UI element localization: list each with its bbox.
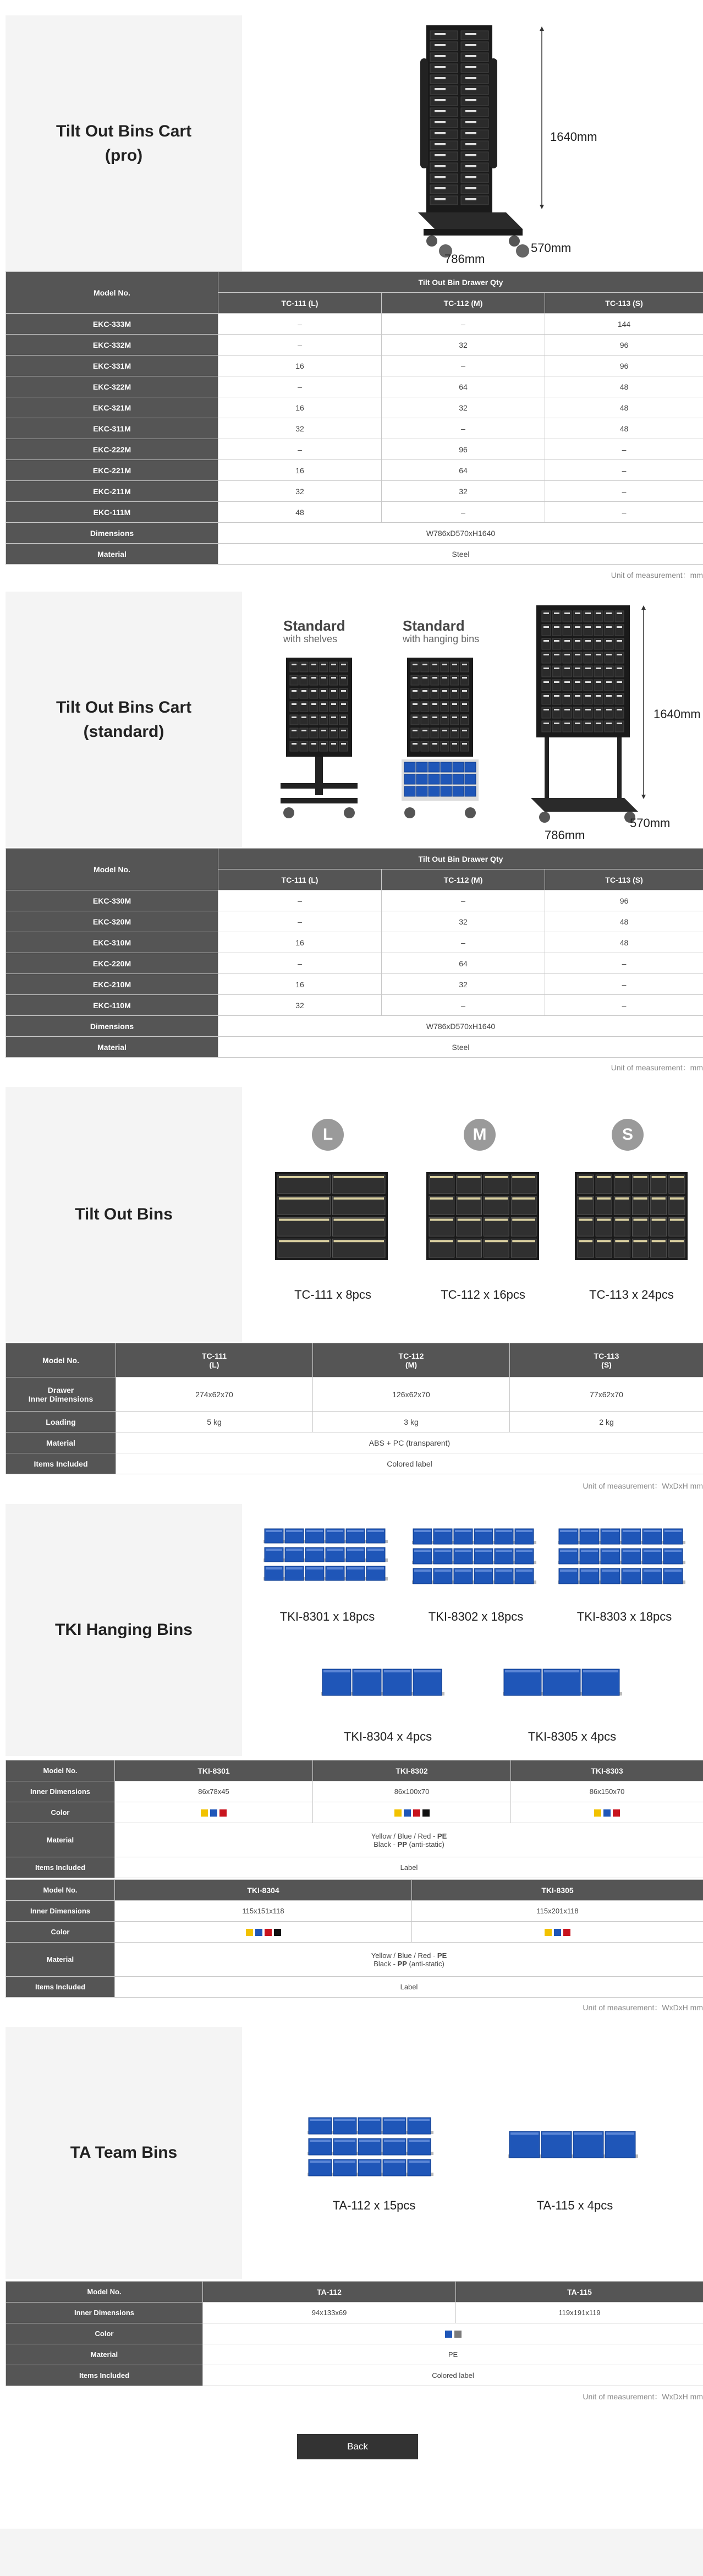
- bin-caption: TA-115 x 4pcs: [536, 2198, 613, 2212]
- qty-cell: 48: [545, 376, 703, 397]
- yellow-swatch: [394, 1809, 402, 1817]
- model-size: (S): [601, 1360, 612, 1369]
- model-code: TC-113: [594, 1351, 619, 1360]
- row-header: Material: [6, 1432, 116, 1453]
- product-image-area: [242, 592, 703, 847]
- qty-cell: –: [218, 314, 382, 335]
- hero-panel: [6, 1504, 242, 1756]
- qty-cell: 96: [545, 356, 703, 376]
- cell: 86x78x45: [115, 1781, 313, 1802]
- row-header: Items Included: [6, 1977, 115, 1998]
- material-text: Black -: [374, 1959, 398, 1968]
- model-cell: EKC-331M: [6, 356, 218, 376]
- qty-cell: 64: [382, 460, 545, 481]
- bin-caption: TC-112 x 16pcs: [441, 1288, 525, 1301]
- row-header: Model No.: [6, 2282, 203, 2302]
- qty-cell: 32: [382, 397, 545, 418]
- row-header: Model No.: [6, 1880, 115, 1901]
- height-label: 1640mm: [550, 130, 597, 144]
- bin-caption: TKI-8304 x 4pcs: [343, 1730, 432, 1743]
- tki-spec-table-b: [6, 1879, 703, 1998]
- qty-cell: 48: [218, 502, 382, 523]
- width-label: 786mm: [444, 252, 485, 266]
- qty-cell: –: [545, 460, 703, 481]
- bin-caption: TA-112 x 15pcs: [332, 2198, 416, 2212]
- material-value: [115, 1823, 703, 1857]
- qty-cell: –: [382, 995, 545, 1016]
- material-value: Steel: [218, 1037, 703, 1058]
- cell: 86x100x70: [313, 1781, 511, 1802]
- model-cell: EKC-222M: [6, 439, 218, 460]
- yellow-swatch: [201, 1809, 208, 1817]
- col-header: TC-113 (S): [545, 293, 703, 314]
- size-badge-l: L: [312, 1119, 344, 1151]
- row-header: Model No.: [6, 1760, 115, 1781]
- section-ta-team-bins: [6, 2027, 703, 2279]
- grey-swatch: [454, 2331, 462, 2338]
- color-swatches: [313, 1802, 511, 1823]
- model-cell: EKC-221M: [6, 460, 218, 481]
- table-row: [6, 460, 703, 481]
- row-header: Inner Dimensions: [6, 1781, 115, 1802]
- qty-cell: 16: [218, 356, 382, 376]
- row-label: Drawer: [47, 1385, 74, 1394]
- height-dimension-line: [534, 26, 550, 258]
- col-header: [510, 1343, 703, 1377]
- material-bold: PE: [437, 1831, 447, 1840]
- tki-8304-image: [319, 1664, 457, 1705]
- table-row: [6, 314, 703, 335]
- col-header: TKI-8304: [115, 1880, 412, 1901]
- qty-cell: 96: [545, 335, 703, 356]
- col-header: [313, 1343, 510, 1377]
- depth-label: 570mm: [531, 241, 572, 255]
- col-header: TKI-8302: [313, 1760, 511, 1781]
- standard-cart-spec-table: [6, 848, 703, 1058]
- product-image-area: [242, 1087, 703, 1342]
- qty-cell: –: [545, 502, 703, 523]
- qty-cell: 32: [218, 418, 382, 439]
- standard-shelves-image: [278, 658, 366, 823]
- qty-cell: 48: [545, 397, 703, 418]
- section-title: TKI Hanging Bins: [55, 1621, 193, 1639]
- row-header: Items Included: [6, 1453, 116, 1474]
- blue-swatch: [255, 1929, 262, 1936]
- unit-note: Unit of measurement：WxDxH mm: [583, 2392, 703, 2401]
- model-cell: EKC-321M: [6, 397, 218, 418]
- row-header: Material: [6, 1037, 218, 1058]
- cell: 2 kg: [510, 1412, 703, 1432]
- footer: [0, 2529, 703, 2576]
- qty-cell: 32: [382, 974, 545, 995]
- model-cell: EKC-110M: [6, 995, 218, 1016]
- material-value: ABS + PC (transparent): [116, 1432, 703, 1453]
- hero-panel: [6, 592, 242, 847]
- material-text: Black -: [374, 1840, 398, 1848]
- tki-spec-table-a: [6, 1760, 703, 1878]
- model-cell: EKC-211M: [6, 481, 218, 502]
- hero-panel: [6, 15, 242, 271]
- section-tilt-out-bins: [6, 1087, 703, 1342]
- table-row: [6, 439, 703, 460]
- model-header: Model No.: [6, 1343, 116, 1377]
- material-bold: PP: [397, 1959, 407, 1968]
- row-label: Inner Dimensions: [28, 1394, 94, 1403]
- qty-cell: –: [382, 418, 545, 439]
- qty-cell: –: [545, 953, 703, 974]
- hero-panel: [6, 1087, 242, 1342]
- qty-cell: 48: [545, 932, 703, 953]
- material-bold: PP: [397, 1840, 407, 1848]
- table-row: [6, 974, 703, 995]
- unit-note: Unit of measurement：WxDxH mm: [583, 2003, 703, 2012]
- model-code: TC-111: [201, 1351, 227, 1360]
- red-swatch: [563, 1929, 570, 1936]
- qty-cell: –: [218, 439, 382, 460]
- pro-cart-image: [413, 25, 545, 262]
- red-swatch: [265, 1929, 272, 1936]
- qty-cell: 16: [218, 460, 382, 481]
- table-row: [6, 502, 703, 523]
- row-header: Loading: [6, 1412, 116, 1432]
- qty-cell: –: [218, 376, 382, 397]
- dimensions-value: W786xD570xH1640: [218, 1016, 703, 1037]
- col-header: TC-113 (S): [545, 869, 703, 890]
- qty-cell: –: [382, 932, 545, 953]
- table-row: [6, 995, 703, 1016]
- qty-cell: 96: [382, 439, 545, 460]
- red-swatch: [219, 1809, 227, 1817]
- variant-subtitle: with shelves: [283, 633, 338, 644]
- color-swatches: [115, 1922, 412, 1943]
- material-value: [115, 1943, 703, 1977]
- row-header: Items Included: [6, 1857, 115, 1878]
- qty-cell: 16: [218, 974, 382, 995]
- dimensions-value: W786xD570xH1640: [218, 523, 703, 544]
- qty-cell: –: [545, 439, 703, 460]
- table-row: [6, 911, 703, 932]
- tc-112-image: [424, 1169, 542, 1263]
- qty-cell: 64: [382, 953, 545, 974]
- unit-note: Unit of measurement：mm: [611, 1063, 703, 1072]
- col-header: TC-112 (M): [382, 293, 545, 314]
- qty-cell: –: [218, 890, 382, 911]
- cell: 86x150x70: [511, 1781, 703, 1802]
- variant-title: Standard: [403, 617, 465, 634]
- material-text: Yellow / Blue / Red -: [371, 1831, 437, 1840]
- table-row: [6, 890, 703, 911]
- color-swatches: [115, 1802, 313, 1823]
- qty-cell: –: [382, 502, 545, 523]
- yellow-swatch: [246, 1929, 253, 1936]
- variant-subtitle: with hanging bins: [403, 633, 480, 644]
- height-dimension-line: [635, 605, 652, 803]
- included-value: Colored label: [203, 2365, 703, 2386]
- model-cell: EKC-310M: [6, 932, 218, 953]
- blue-swatch: [554, 1929, 561, 1936]
- row-header: Inner Dimensions: [6, 2302, 203, 2323]
- black-swatch: [274, 1929, 281, 1936]
- blue-swatch: [210, 1809, 217, 1817]
- qty-cell: –: [218, 911, 382, 932]
- variant-label-hanging: [403, 618, 479, 644]
- ta-spec-table: [6, 2281, 703, 2386]
- row-header: Color: [6, 1922, 115, 1943]
- yellow-swatch: [545, 1929, 552, 1936]
- included-value: Label: [115, 1977, 703, 1998]
- col-header: TKI-8301: [115, 1760, 313, 1781]
- model-cell: EKC-333M: [6, 314, 218, 335]
- depth-label: 570mm: [630, 816, 671, 830]
- row-header: Material: [6, 1943, 115, 1977]
- qty-cell: 32: [382, 335, 545, 356]
- qty-cell: 16: [218, 932, 382, 953]
- product-image-area: [242, 15, 703, 271]
- cell: 115x151x118: [115, 1901, 412, 1922]
- material-value: PE: [203, 2344, 703, 2365]
- qty-cell: 32: [218, 481, 382, 502]
- variant-label-shelves: [283, 618, 345, 644]
- cell: 115x201x118: [412, 1901, 703, 1922]
- height-label: 1640mm: [653, 707, 701, 721]
- col-header: TC-111 (L): [218, 293, 382, 314]
- model-size: (M): [405, 1360, 417, 1369]
- included-value: Colored label: [116, 1453, 703, 1474]
- section-title: Tilt Out Bins: [75, 1205, 173, 1223]
- material-text: (anti-static): [407, 1840, 444, 1848]
- table-row: [6, 481, 703, 502]
- qty-cell: –: [382, 356, 545, 376]
- qty-cell: –: [545, 995, 703, 1016]
- size-badge-m: M: [464, 1119, 496, 1151]
- material-text: (anti-static): [407, 1959, 444, 1968]
- blue-swatch: [445, 2331, 452, 2338]
- tki-8302-image: [410, 1523, 542, 1595]
- row-header: Color: [6, 2323, 203, 2344]
- red-swatch: [613, 1809, 620, 1817]
- cell: 3 kg: [313, 1412, 510, 1432]
- row-header: Dimensions: [6, 1016, 218, 1037]
- bin-caption: TC-113 x 24pcs: [589, 1288, 674, 1301]
- product-image-area: [242, 2027, 703, 2279]
- section-title: Tilt Out Bins Cart (standard): [56, 698, 192, 741]
- qty-cell: –: [545, 481, 703, 502]
- material-bold: PE: [437, 1951, 447, 1960]
- unit-note: Unit of measurement：WxDxH mm: [583, 1481, 703, 1490]
- section-title: Tilt Out Bins Cart (pro): [56, 122, 192, 165]
- ta-112-image: [305, 2112, 443, 2186]
- bin-caption: TC-111 x 8pcs: [294, 1288, 371, 1301]
- qty-cell: 96: [545, 890, 703, 911]
- col-header: TKI-8305: [412, 1880, 703, 1901]
- red-swatch: [413, 1809, 420, 1817]
- tc-113-image: [572, 1169, 690, 1263]
- bin-caption: TKI-8305 x 4pcs: [528, 1730, 617, 1743]
- model-cell: EKC-330M: [6, 890, 218, 911]
- col-header: TC-111 (L): [218, 869, 382, 890]
- bin-caption: TKI-8301 x 18pcs: [279, 1610, 375, 1623]
- ta-115-image: [506, 2126, 649, 2167]
- pro-cart-spec-table: [6, 271, 703, 565]
- row-header: Material: [6, 1823, 115, 1857]
- section-title: TA Team Bins: [70, 2143, 178, 2162]
- model-cell: EKC-320M: [6, 911, 218, 932]
- cell: 5 kg: [116, 1412, 313, 1432]
- model-size: (L): [209, 1360, 219, 1369]
- color-swatches: [203, 2323, 703, 2344]
- section-tki-hanging-bins: [6, 1504, 703, 1756]
- row-header: Items Included: [6, 2365, 203, 2386]
- cell: 274x62x70: [116, 1377, 313, 1412]
- material-value: Steel: [218, 544, 703, 565]
- tilt-bins-spec-table: [6, 1343, 703, 1474]
- material-text: Yellow / Blue / Red -: [371, 1951, 437, 1960]
- col-header: TA-115: [456, 2282, 703, 2302]
- table-row: [6, 418, 703, 439]
- qty-cell: –: [382, 314, 545, 335]
- qty-cell: 32: [382, 481, 545, 502]
- row-header: Material: [6, 544, 218, 565]
- qty-cell: 16: [218, 397, 382, 418]
- variant-title: Standard: [283, 617, 345, 634]
- col-header: [116, 1343, 313, 1377]
- row-header: Dimensions: [6, 523, 218, 544]
- cell: 126x62x70: [313, 1377, 510, 1412]
- table-row: [6, 335, 703, 356]
- model-cell: EKC-210M: [6, 974, 218, 995]
- section-standard-cart: [6, 592, 703, 847]
- table-row: [6, 397, 703, 418]
- color-swatches: [511, 1802, 703, 1823]
- model-cell: EKC-322M: [6, 376, 218, 397]
- col-header: TC-112 (M): [382, 869, 545, 890]
- row-header: [6, 1377, 116, 1412]
- table-row: [6, 932, 703, 953]
- qty-cell: 32: [382, 911, 545, 932]
- tc-111-image: [272, 1169, 391, 1263]
- yellow-swatch: [594, 1809, 601, 1817]
- size-badge-s: S: [612, 1119, 644, 1151]
- model-cell: EKC-111M: [6, 502, 218, 523]
- included-value: Label: [115, 1857, 703, 1878]
- bin-caption: TKI-8303 x 18pcs: [576, 1610, 672, 1623]
- tki-8305-image: [501, 1664, 638, 1705]
- model-cell: EKC-332M: [6, 335, 218, 356]
- blue-swatch: [404, 1809, 411, 1817]
- cell: 77x62x70: [510, 1377, 703, 1412]
- section-pro-cart: [6, 15, 703, 271]
- bin-caption: TKI-8302 x 18pcs: [428, 1610, 524, 1623]
- black-swatch: [422, 1809, 430, 1817]
- row-header: Material: [6, 2344, 203, 2365]
- drawer-qty-header: Tilt Out Bin Drawer Qty: [218, 272, 703, 293]
- cell: 119x191x119: [456, 2302, 703, 2323]
- model-header: Model No.: [6, 849, 218, 890]
- hero-panel: [6, 2027, 242, 2279]
- qty-cell: –: [218, 335, 382, 356]
- qty-cell: –: [545, 974, 703, 995]
- model-code: TC-112: [398, 1351, 424, 1360]
- table-row: [6, 376, 703, 397]
- qty-cell: –: [382, 890, 545, 911]
- row-header: Inner Dimensions: [6, 1901, 115, 1922]
- col-header: TKI-8303: [511, 1760, 703, 1781]
- model-cell: EKC-220M: [6, 953, 218, 974]
- standard-cart-image: [528, 605, 644, 825]
- color-swatches: [412, 1922, 703, 1943]
- tki-8301-image: [261, 1523, 393, 1595]
- unit-note: Unit of measurement：mm: [611, 571, 703, 579]
- qty-cell: 48: [545, 911, 703, 932]
- row-header: Color: [6, 1802, 115, 1823]
- model-header: Model No.: [6, 272, 218, 314]
- tki-8303-image: [556, 1523, 690, 1595]
- qty-cell: –: [218, 953, 382, 974]
- back-button[interactable]: Back: [297, 2434, 418, 2459]
- table-row: [6, 356, 703, 376]
- qty-cell: 48: [545, 418, 703, 439]
- cell: 94x133x69: [203, 2302, 456, 2323]
- qty-cell: 32: [218, 995, 382, 1016]
- table-row: [6, 953, 703, 974]
- model-cell: EKC-311M: [6, 418, 218, 439]
- standard-hanging-image: [399, 658, 487, 823]
- col-header: TA-112: [203, 2282, 456, 2302]
- blue-swatch: [603, 1809, 611, 1817]
- width-label: 786mm: [545, 828, 585, 842]
- qty-cell: 64: [382, 376, 545, 397]
- drawer-qty-header: Tilt Out Bin Drawer Qty: [218, 849, 703, 869]
- qty-cell: 144: [545, 314, 703, 335]
- product-image-area: [242, 1504, 703, 1756]
